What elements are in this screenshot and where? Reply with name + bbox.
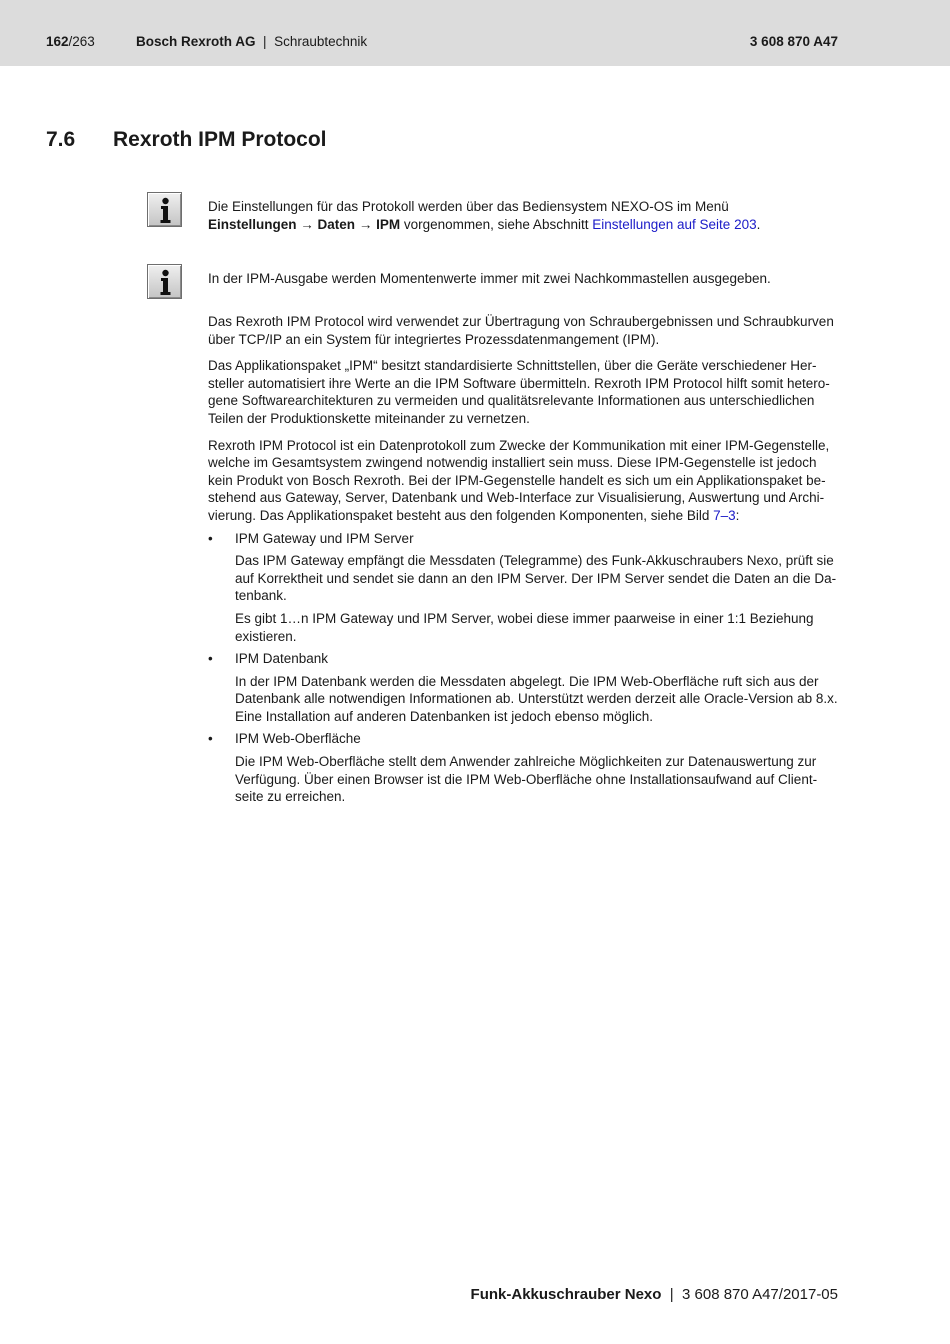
text-line: Verfügung. Über einen Browser ist die IPM Web-Oberfläche ohne Installationsaufwand auf Client- — [235, 771, 818, 787]
info-icon — [147, 192, 182, 227]
text-line: Das Applikationspaket „IPM“ besitzt standardisierte Schnittstellen, über die Geräte verschiedener Her- — [208, 358, 817, 374]
list-item — [208, 650, 840, 668]
list-item-title: IPM Web-Oberfläche — [235, 731, 361, 747]
menu-item-daten: Daten — [317, 216, 356, 232]
menu-item-einstellungen: Einstellungen — [208, 216, 297, 232]
list-item — [208, 530, 840, 548]
note-text: vorgenommen, siehe Abschnitt — [400, 216, 593, 232]
settings-page-link[interactable]: Einstellungen auf Seite 203 — [592, 216, 757, 232]
text-line: steller automatisiert ihre Werte an die IPM Software übermitteln. Rexroth IPM Protocol hilft somit hetero- — [208, 375, 830, 391]
doc-number: 3 608 870 A47 — [749, 34, 838, 49]
header-separator: | — [263, 34, 267, 49]
list-item-description — [208, 673, 840, 726]
page-number — [46, 34, 95, 49]
header-company-block — [136, 34, 367, 49]
text-line: auf Korrektheit und sendet sie dann an den IPM Server. Der IPM Server sendet die Daten an die Da- — [235, 570, 837, 586]
body-text — [208, 313, 840, 806]
footer-doc-ref: 3 608 870 A47/2017-05 — [682, 1286, 838, 1303]
page-current: 162 — [46, 34, 69, 49]
text-line: Es gibt 1…n IPM Gateway und IPM Server, wobei diese immer paarweise in einer 1:1 Beziehung — [235, 610, 814, 626]
text-line: seite zu erreichen. — [235, 789, 346, 805]
bullet-marker: • — [208, 731, 213, 747]
text-line: Das Rexroth IPM Protocol wird verwendet zur Übertragung von Schraubergebnissen und Schraubkurven — [208, 314, 834, 329]
note-line: Die Einstellungen für das Protokoll werden über das Bediensystem NEXO-OS im Menü — [208, 199, 729, 214]
text-line: Datenbank alle notwendigen Informationen ab. Unterstützt werden derzeit alle Oracle-Version ab 8.x. — [235, 691, 838, 707]
company-name: Bosch Rexroth AG — [136, 34, 256, 49]
paragraph-intro — [208, 313, 840, 348]
note-text: In der IPM-Ausgabe werden Momentenwerte immer mit zwei Nachkommastellen ausgegeben. — [208, 271, 771, 286]
bullet-marker: • — [208, 530, 213, 546]
note-end: . — [756, 216, 761, 232]
department-name: Schraubtechnik — [274, 34, 368, 49]
text-line: In der IPM Datenbank werden die Messdaten abgelegt. Die IPM Web-Oberfläche ruft sich aus der — [235, 673, 819, 689]
list-item-description — [208, 552, 840, 605]
text-line: über TCP/IP an ein System für integriertes Prozessdatenmangement (IPM). — [208, 331, 660, 347]
list-item-title: IPM Gateway und IPM Server — [235, 530, 414, 546]
section-number: 7.6 — [46, 128, 76, 151]
info-note-decimals — [208, 270, 840, 288]
text-line: gene Softwarearchitekturen zu vermeiden und qualitätsrelevante Informationen aus unterschiedlichen — [208, 393, 815, 409]
page-total: /263 — [68, 34, 95, 49]
info-note-settings — [208, 198, 840, 233]
list-item — [208, 730, 840, 748]
paragraph-protocol — [208, 437, 840, 525]
paragraph-application-package — [208, 357, 840, 427]
text-line: Rexroth IPM Protocol ist ein Datenprotokoll zum Zwecke der Kommunikation mit einer IPM-Gegenstelle, — [208, 437, 830, 453]
text-line: welche im Gesamtsystem zwingend notwendig installiert sein muss. Diese IPM-Gegenstelle ist jedoch — [208, 455, 817, 471]
footer-separator: | — [669, 1286, 674, 1303]
text-line: Die IPM Web-Oberfläche stellt dem Anwender zahlreiche Möglichkeiten zur Datenauswertung zur — [235, 754, 817, 770]
text-line: Teilen der Produktionskette miteinander zu vernetzen. — [208, 410, 530, 426]
footer-product: Funk-Akkuschrauber Nexo — [470, 1286, 662, 1303]
figure-link[interactable]: 7–3 — [713, 507, 736, 523]
list-item-title: IPM Datenbank — [235, 651, 329, 667]
list-item-description — [208, 610, 840, 645]
page-footer — [471, 1286, 838, 1303]
text-line: kein Produkt von Bosch Rexroth. Bei der IPM-Gegenstelle handelt es sich um ein Applikationspaket be- — [208, 472, 826, 488]
text-line: vierung. Das Applikationspaket besteht aus den folgenden Komponenten, siehe Bild — [208, 507, 714, 523]
arrow-right-icon: → — [300, 216, 314, 232]
text-line: tenbank. — [235, 588, 287, 604]
text-line: stehend aus Gateway, Server, Datenbank und Web-Interface zur Visualisierung, Auswertung und Archi- — [208, 490, 825, 506]
text-end: : — [735, 507, 740, 523]
text-line: Das IPM Gateway empfängt die Messdaten (Telegramme) des Funk-Akkuschraubers Nexo, prüft sie — [235, 553, 834, 569]
text-line: existieren. — [235, 628, 297, 644]
section-heading — [46, 128, 327, 152]
bullet-marker: • — [208, 651, 213, 667]
menu-item-ipm: IPM — [376, 216, 401, 232]
list-item-description — [208, 753, 840, 806]
page-header — [0, 0, 950, 66]
info-icon — [147, 264, 182, 299]
arrow-right-icon: → — [358, 216, 373, 232]
section-title: Rexroth IPM Protocol — [113, 128, 327, 151]
note-menu-path-line — [208, 216, 840, 234]
text-line: Eine Installation auf anderen Datenbanken ist jedoch ebenso möglich. — [235, 708, 654, 724]
